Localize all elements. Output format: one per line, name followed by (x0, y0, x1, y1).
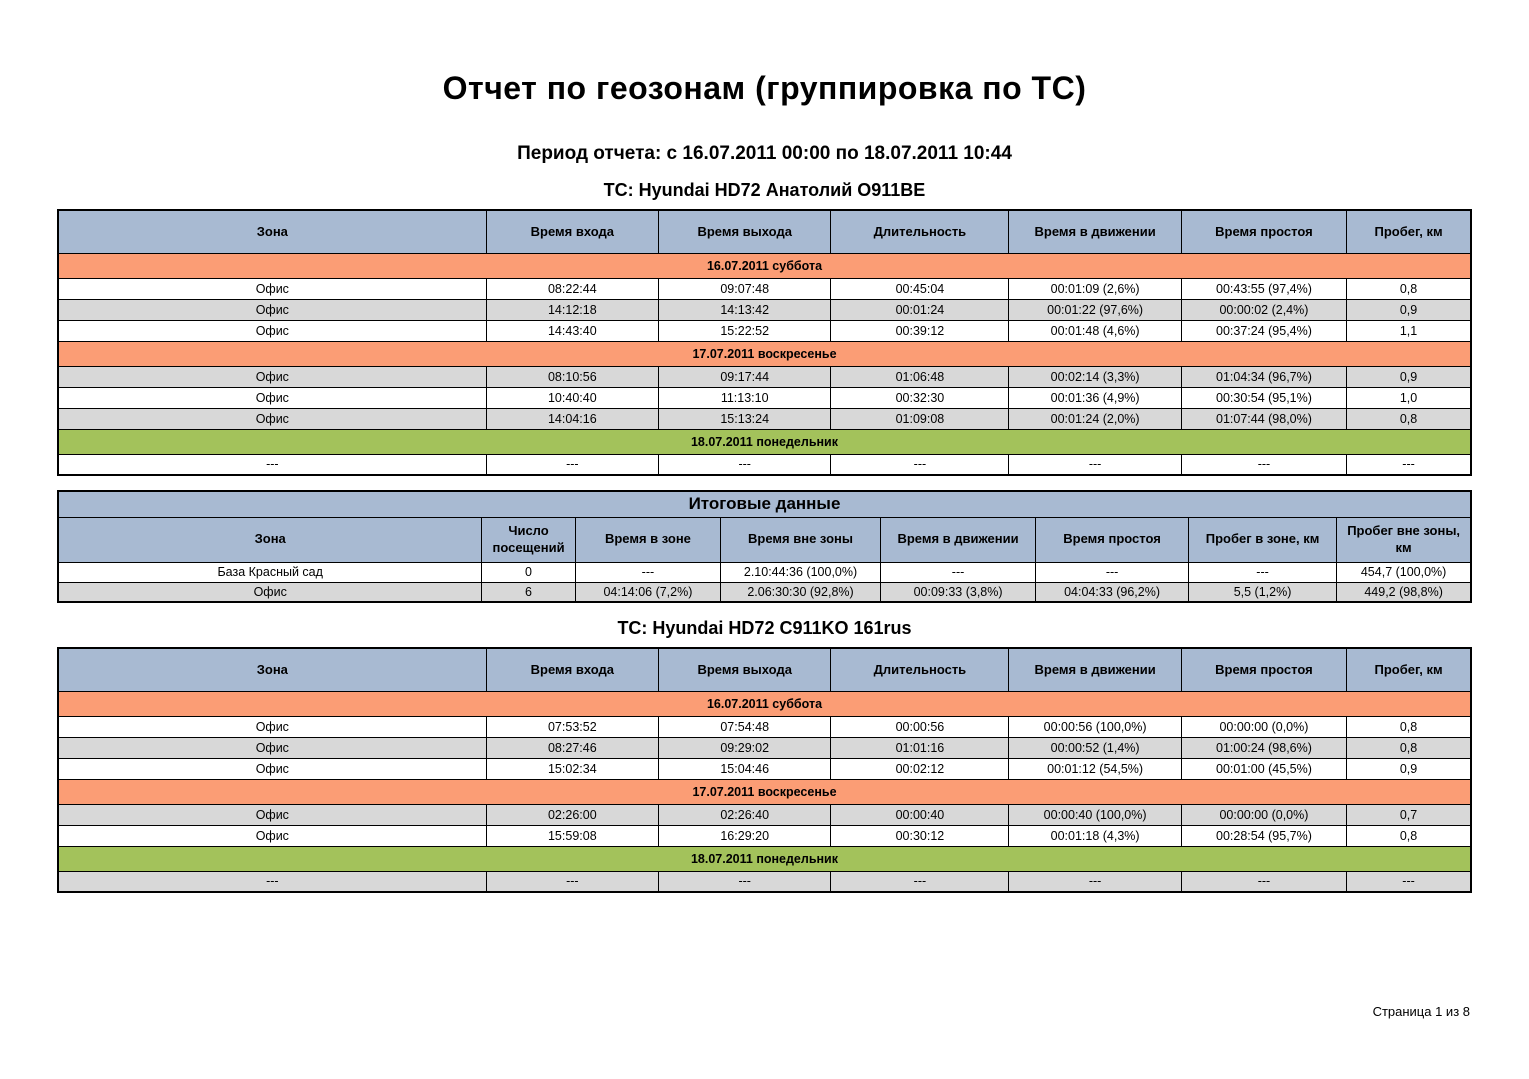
table-cell: База Красный сад (58, 562, 482, 582)
table-cell: 01:09:08 (831, 408, 1009, 429)
table-cell: 00:01:18 (4,3%) (1009, 825, 1181, 846)
column-header: Время в движении (1009, 210, 1181, 253)
table-cell: 5,5 (1,2%) (1188, 582, 1336, 602)
table-row (58, 871, 1471, 892)
table-cell: 00:01:09 (2,6%) (1009, 278, 1181, 299)
table-cell: 00:32:30 (831, 387, 1009, 408)
geozone-table-body (58, 691, 1471, 892)
table-row (58, 758, 1471, 779)
table-cell: 00:02:14 (3,3%) (1009, 366, 1181, 387)
day-band-label: 17.07.2011 воскресенье (58, 779, 1471, 804)
geozone-header-row (58, 210, 1471, 253)
table-cell: 11:13:10 (659, 387, 831, 408)
table-cell: Офис (58, 366, 486, 387)
column-header: Время выхода (659, 210, 831, 253)
table-cell: 16:29:20 (659, 825, 831, 846)
table-cell: --- (880, 562, 1035, 582)
table-cell: 04:14:06 (7,2%) (575, 582, 721, 602)
table-cell: 0,9 (1347, 299, 1471, 320)
table-cell: 08:22:44 (486, 278, 658, 299)
table-cell: --- (58, 871, 486, 892)
summary-table-head (58, 491, 1471, 562)
table-cell: 14:43:40 (486, 320, 658, 341)
table-cell: Офис (58, 278, 486, 299)
day-band-label: 18.07.2011 понедельник (58, 846, 1471, 871)
table-row (58, 299, 1471, 320)
table-cell: 00:39:12 (831, 320, 1009, 341)
column-header: Время входа (486, 648, 658, 691)
table-row (58, 737, 1471, 758)
table-cell: Офис (58, 320, 486, 341)
table-cell: 01:07:44 (98,0%) (1181, 408, 1346, 429)
table-cell: Офис (58, 716, 486, 737)
table-cell: 00:30:12 (831, 825, 1009, 846)
table-cell: 1,0 (1347, 387, 1471, 408)
table-cell: 6 (482, 582, 575, 602)
table-cell: --- (575, 562, 721, 582)
table-cell: 0,7 (1347, 804, 1471, 825)
report-period: Период отчета: с 16.07.2011 00:00 по 18.07.2011 10:44 (517, 143, 1012, 164)
table-row (58, 408, 1471, 429)
table-cell: 15:04:46 (659, 758, 831, 779)
table-cell: Офис (58, 737, 486, 758)
column-header: Время в движении (1009, 648, 1181, 691)
column-header: Время в движении (880, 517, 1035, 562)
summary-title-row (58, 491, 1471, 517)
table-cell: 00:45:04 (831, 278, 1009, 299)
table-cell: --- (1009, 871, 1181, 892)
table-cell: Офис (58, 299, 486, 320)
table-row (58, 366, 1471, 387)
table-cell: --- (1181, 454, 1346, 475)
table-cell: 00:00:52 (1,4%) (1009, 737, 1181, 758)
table-cell: --- (486, 871, 658, 892)
geozone-table (57, 209, 1472, 476)
table-cell: Офис (58, 408, 486, 429)
table-cell: --- (1347, 871, 1471, 892)
table-cell: 454,7 (100,0%) (1337, 562, 1471, 582)
column-header: Зона (58, 210, 486, 253)
report-content (57, 180, 1472, 893)
table-cell: Офис (58, 804, 486, 825)
table-cell: Офис (58, 582, 482, 602)
summary-header-row (58, 517, 1471, 562)
table-cell: 0 (482, 562, 575, 582)
report-title: Отчет по геозонам (группировка по ТС) (442, 70, 1087, 106)
column-header: Время вне зоны (721, 517, 881, 562)
table-cell: 00:00:00 (0,0%) (1181, 716, 1346, 737)
day-band-label: 16.07.2011 суббота (58, 691, 1471, 716)
table-cell: 00:43:55 (97,4%) (1181, 278, 1346, 299)
table-cell: 2.10:44:36 (100,0%) (721, 562, 881, 582)
table-cell: 07:53:52 (486, 716, 658, 737)
column-header: Пробег, км (1347, 210, 1471, 253)
table-cell: 15:02:34 (486, 758, 658, 779)
table-cell: Офис (58, 387, 486, 408)
table-cell: --- (659, 871, 831, 892)
table-cell: --- (1347, 454, 1471, 475)
table-cell: --- (1009, 454, 1181, 475)
table-cell: Офис (58, 758, 486, 779)
table-cell: --- (1188, 562, 1336, 582)
summary-title: Итоговые данные (58, 491, 1471, 517)
table-cell: --- (486, 454, 658, 475)
table-cell: 00:01:00 (45,5%) (1181, 758, 1346, 779)
table-cell: --- (1181, 871, 1346, 892)
table-cell: --- (1036, 562, 1189, 582)
table-cell: 01:06:48 (831, 366, 1009, 387)
day-band-row (58, 691, 1471, 716)
table-cell: 09:07:48 (659, 278, 831, 299)
table-cell: 1,1 (1347, 320, 1471, 341)
column-header: Пробег, км (1347, 648, 1471, 691)
table-cell: 00:30:54 (95,1%) (1181, 387, 1346, 408)
day-band-row (58, 779, 1471, 804)
table-cell: Офис (58, 825, 486, 846)
column-header: Время простоя (1181, 648, 1346, 691)
table-cell: 449,2 (98,8%) (1337, 582, 1471, 602)
table-cell: 09:17:44 (659, 366, 831, 387)
column-header: Время выхода (659, 648, 831, 691)
column-header: Время в зоне (575, 517, 721, 562)
column-header: Зона (58, 648, 486, 691)
summary-table-body (58, 562, 1471, 602)
table-cell: 15:13:24 (659, 408, 831, 429)
table-cell: 0,8 (1347, 278, 1471, 299)
day-band-row (58, 429, 1471, 454)
summary-table (57, 490, 1472, 603)
table-cell: 00:00:00 (0,0%) (1181, 804, 1346, 825)
table-cell: 00:00:40 (100,0%) (1009, 804, 1181, 825)
table-row (58, 825, 1471, 846)
day-band-row (58, 341, 1471, 366)
column-header: Число посещений (482, 517, 575, 562)
table-cell: 00:01:12 (54,5%) (1009, 758, 1181, 779)
table-cell: 0,8 (1347, 716, 1471, 737)
table-cell: 02:26:40 (659, 804, 831, 825)
table-cell: 15:22:52 (659, 320, 831, 341)
table-cell: 14:12:18 (486, 299, 658, 320)
table-row (58, 387, 1471, 408)
table-cell: 07:54:48 (659, 716, 831, 737)
column-header: Длительность (831, 210, 1009, 253)
table-cell: 02:26:00 (486, 804, 658, 825)
column-header: Пробег вне зоны, км (1337, 517, 1471, 562)
table-row (58, 320, 1471, 341)
page-number: Страница 1 из 8 (1372, 1004, 1470, 1019)
table-cell: 08:10:56 (486, 366, 658, 387)
table-cell: --- (58, 454, 486, 475)
table-cell: 00:00:56 (831, 716, 1009, 737)
day-band-row (58, 846, 1471, 871)
table-cell: 00:09:33 (3,8%) (880, 582, 1035, 602)
table-cell: 01:00:24 (98,6%) (1181, 737, 1346, 758)
geozone-table (57, 647, 1472, 893)
table-cell: --- (831, 871, 1009, 892)
table-cell: 00:37:24 (95,4%) (1181, 320, 1346, 341)
table-cell: 00:02:12 (831, 758, 1009, 779)
vehicle-title: ТС: Hyundai HD72 Анатолий O911BE (603, 180, 926, 200)
column-header: Время простоя (1036, 517, 1189, 562)
table-cell: 00:28:54 (95,7%) (1181, 825, 1346, 846)
table-cell: 09:29:02 (659, 737, 831, 758)
table-cell: 08:27:46 (486, 737, 658, 758)
table-cell: 00:00:40 (831, 804, 1009, 825)
table-cell: 2.06:30:30 (92,8%) (721, 582, 881, 602)
table-cell: 01:01:16 (831, 737, 1009, 758)
geozone-header-row (58, 648, 1471, 691)
column-header: Длительность (831, 648, 1009, 691)
column-header: Зона (58, 517, 482, 562)
vehicle-title: ТС: Hyundai HD72 C911KO 161rus (617, 618, 912, 638)
table-cell: 01:04:34 (96,7%) (1181, 366, 1346, 387)
table-row (58, 804, 1471, 825)
column-header: Время простоя (1181, 210, 1346, 253)
table-cell: 00:00:02 (2,4%) (1181, 299, 1346, 320)
column-header: Пробег в зоне, км (1188, 517, 1336, 562)
table-cell: 00:01:24 (2,0%) (1009, 408, 1181, 429)
table-cell: 04:04:33 (96,2%) (1036, 582, 1189, 602)
day-band-label: 16.07.2011 суббота (58, 253, 1471, 278)
table-row (58, 454, 1471, 475)
table-cell: 0,8 (1347, 737, 1471, 758)
table-cell: --- (659, 454, 831, 475)
column-header: Время входа (486, 210, 658, 253)
geozone-table-body (58, 253, 1471, 475)
table-cell: --- (831, 454, 1009, 475)
table-cell: 00:01:22 (97,6%) (1009, 299, 1181, 320)
table-cell: 0,8 (1347, 408, 1471, 429)
table-row (58, 278, 1471, 299)
table-cell: 0,8 (1347, 825, 1471, 846)
geozone-table-head (58, 210, 1471, 253)
day-band-row (58, 253, 1471, 278)
table-row (58, 562, 1471, 582)
table-cell: 10:40:40 (486, 387, 658, 408)
table-cell: 0,9 (1347, 758, 1471, 779)
table-cell: 00:00:56 (100,0%) (1009, 716, 1181, 737)
table-cell: 14:04:16 (486, 408, 658, 429)
table-cell: 00:01:36 (4,9%) (1009, 387, 1181, 408)
table-row (58, 582, 1471, 602)
table-cell: 14:13:42 (659, 299, 831, 320)
table-cell: 00:01:24 (831, 299, 1009, 320)
day-band-label: 17.07.2011 воскресенье (58, 341, 1471, 366)
table-cell: 15:59:08 (486, 825, 658, 846)
table-row (58, 716, 1471, 737)
geozone-table-head (58, 648, 1471, 691)
table-cell: 00:01:48 (4,6%) (1009, 320, 1181, 341)
table-cell: 0,9 (1347, 366, 1471, 387)
day-band-label: 18.07.2011 понедельник (58, 429, 1471, 454)
